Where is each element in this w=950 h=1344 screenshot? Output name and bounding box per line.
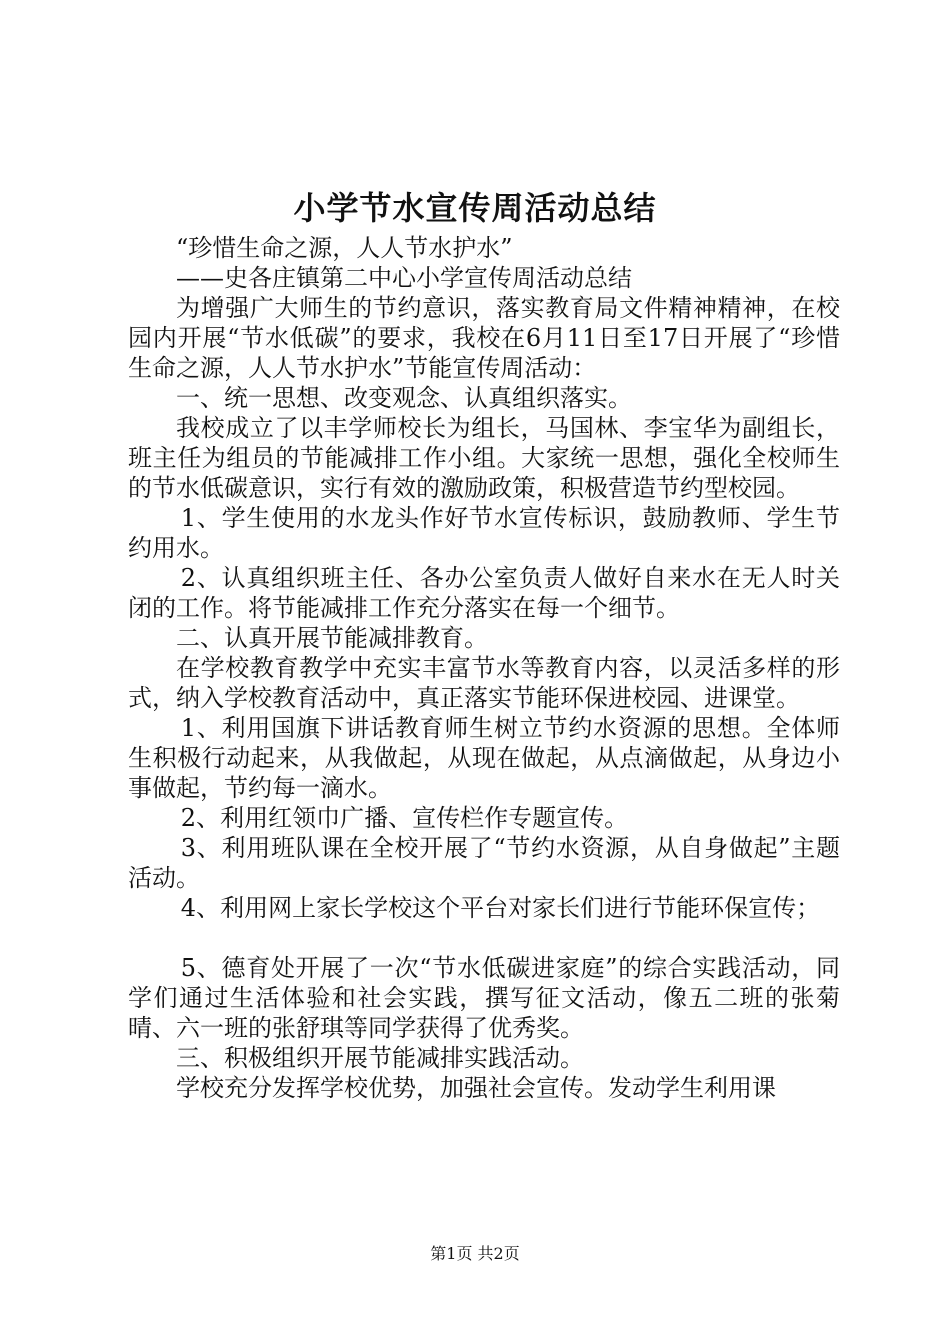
paragraph-section-1: 我校成立了以丰学师校长为组长，马国林、李宝华为副组长，班主任为组员的节能减排工作小组。大家统一思想，强化全校师生的节水低碳意识，实行有效的激励政策，积极营造节约型校园。 (128, 414, 840, 502)
subtitle-line: ——史各庄镇第二中心小学宣传周活动总结 (176, 264, 632, 292)
paragraph-section-3: 学校充分发挥学校优势，加强社会宣传。发动学生利用课 (176, 1074, 776, 1102)
list-item-2-5: 5、德育处开展了一次“节水低碳进家庭”的综合实践活动，同学们通过生活体验和社会实践，撰写征文活动，像五二班的张菊晴、六一班的张舒琪等同学获得了优秀奖。 (128, 954, 840, 1042)
document-title: 小学节水宣传周活动总结 (293, 189, 657, 227)
paragraph-section-2: 在学校教育教学中充实丰富节水等教育内容，以灵活多样的形式，纳入学校教育活动中，真正落实节能环保进校园、进课堂。 (128, 654, 840, 712)
document-body (128, 233, 840, 1103)
list-item-2-4: 4、利用网上家长学校这个平台对家长们进行节能环保宣传； (180, 894, 821, 922)
paragraph-intro: 为增强广大师生的节约意识，落实教育局文件精神精神，在校园内开展“节水低碳”的要求，我校在6月11日至17日开展了“珍惜生命之源，人人节水护水”节能宣传周活动： (128, 294, 840, 382)
list-item-1-2: 2、认真组织班主任、各办公室负责人做好自来水在无人时关闭的工作。将节能减排工作充分落实在每一个细节。 (128, 564, 840, 622)
page-footer: 第1页 共2页 (430, 1244, 520, 1263)
section-heading-1: 一、统一思想、改变观念、认真组织落实。 (176, 384, 632, 412)
section-heading-2: 二、认真开展节能减排教育。 (176, 624, 488, 652)
blank-line (128, 923, 840, 953)
list-item-2-3: 3、利用班队课在全校开展了“节约水资源，从自身做起”主题活动。 (128, 834, 840, 892)
list-item-2-2: 2、利用红领巾广播、宣传栏作专题宣传。 (180, 804, 629, 832)
list-item-2-1: 1、利用国旗下讲话教育师生树立节约水资源的思想。全体师生积极行动起来，从我做起，从现在做起，从点滴做起，从身边小事做起，节约每一滴水。 (128, 714, 840, 802)
section-heading-3: 三、积极组织开展节能减排实践活动。 (176, 1044, 584, 1072)
list-item-1-1: 1、学生使用的水龙头作好节水宣传标识，鼓励教师、学生节约用水。 (128, 504, 840, 562)
slogan-line: “珍惜生命之源，人人节水护水” (176, 234, 513, 262)
